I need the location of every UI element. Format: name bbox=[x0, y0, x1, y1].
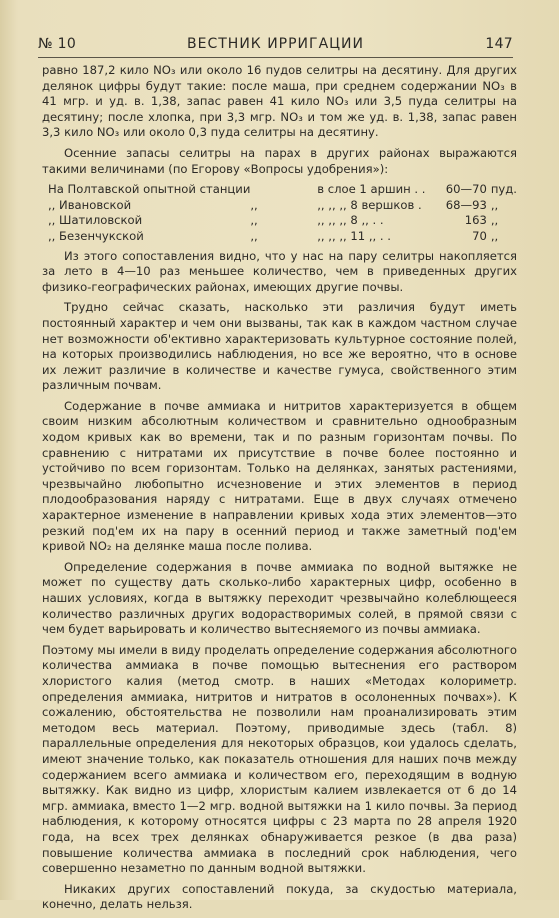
station-name: ,, Безенчукской bbox=[48, 228, 144, 243]
header-rule bbox=[38, 57, 513, 58]
layer-depth: ,, ,, ,, 8 вершков . bbox=[317, 197, 422, 212]
table-row bbox=[42, 182, 517, 198]
ditto-mark: ,, bbox=[250, 228, 258, 243]
journal-title: ВЕСТНИК ИРРИГАЦИИ bbox=[187, 36, 364, 52]
paragraph: Никаких других сопоставлений покуда, за скудостью материала, конечно, делать нельзя. bbox=[42, 881, 517, 912]
nitrate-value: 68—93 bbox=[445, 197, 487, 212]
layer-depth: в слое 1 аршин . . bbox=[317, 182, 426, 197]
unit-label: ,, bbox=[490, 228, 499, 243]
station-name: ,, Шатиловской bbox=[48, 213, 143, 228]
table-row bbox=[42, 213, 517, 229]
table-row bbox=[42, 198, 517, 214]
station-table bbox=[42, 182, 517, 244]
layer-depth: ,, ,, ,, 8 ,, . . bbox=[317, 213, 384, 228]
paragraph: Поэтому мы имели в виду проделать определение содержания абсолютного количества аммиака в почве помощью вытеснения его раствором хлористого калия (метод смотр. в наших «Методах колориметр. определения аммиака, нитритов и нитратов в осолоненных почвах»). К сожалению, обстоятельства не позволили нам проанализировать этим методом весь материал. Поэтому, приводимые здесь (табл. 8) параллельные определения для некоторых образцов, кои удалось сделать, имеют значение только, как показатель отношения для наших почв между содержанием всего аммиака и количеством его, переходящим в водную вытяжку. Как видно из цифр, хлористым калием извлекается от 6 до 14 мгр. аммиака, вместо 1—2 мгр. водной вытяжки на 1 кило почвы. За период наблюдения, к которому относятся цифры с 23 марта по 28 апреля 1920 года, на всех трех делянках обнаруживается резкое (в два раза) повышение количества аммиака в последний срок наблюдения, чего совершенно незаметно по данным водной вытяжки. bbox=[42, 642, 517, 876]
unit-label: ,, bbox=[490, 197, 499, 212]
station-name: ,, Ивановской bbox=[48, 197, 132, 212]
station-name: На Полтавской опытной станции bbox=[48, 182, 251, 197]
table-row bbox=[42, 229, 517, 245]
page-number: 147 bbox=[485, 36, 513, 52]
paragraph: равно 187,2 кило NO₃ или около 16 пудов селитры на десятину. Для других делянок цифры будут такие: после маша, при среднем содержании NO₃ в 41 мгр. и уд. в. 1,38, запас равен 41 кило NO₃ или 3,5 пуда селитры на десятину; после хлопка, при 3,3 мгр. NO₃ и том же уд. в. 1,38, запас равен 3,3 кило NO₃ или около 0,3 пуда селитры на десятину. bbox=[42, 63, 517, 140]
unit-label: пуд. bbox=[490, 182, 517, 197]
page-header bbox=[38, 36, 513, 58]
ditto-mark bbox=[250, 182, 317, 198]
paragraph: Из этого сопоставления видно, что у нас на пару селитры накопляется за лето в 4—10 раз меньшее количество, чем в приведенных других физико-географических районах, имеющих другие почвы. bbox=[42, 248, 517, 294]
paragraph: Определение содержания в почве аммиака по водной вытяжке не может по существу дать сколько-либо характерных цифр, особенно в наших условиях, когда в вытяжку переходит чрезвычайно колеблющееся количество различных других водорастворимых солей, в прямой связи с чем будет варьировать и количество вытесняемого из почвы аммиака. bbox=[42, 559, 517, 637]
unit-label: ,, bbox=[490, 213, 499, 228]
nitrate-value: 60—70 bbox=[445, 182, 487, 197]
nitrate-value: 70 bbox=[472, 228, 487, 243]
article-body bbox=[42, 63, 517, 918]
issue-number: № 10 bbox=[38, 36, 77, 52]
paragraph: Трудно сейчас сказать, насколько эти различия будут иметь постоянный характер и чем они вызваны, так как в каждом частном случае нет возможности об'ективно характеризовать культурное состояние полей, на которых производились наблюдения, но все же вероятно, что в основе их лежит различие в количестве и качестве гумуса, свойственного этим различным почвам. bbox=[42, 300, 517, 393]
ditto-mark: ,, bbox=[250, 197, 258, 212]
nitrate-value: 163 bbox=[464, 213, 487, 228]
paragraph: Осенние запасы селитры на парах в других районах выражаются такими величинами (по Егорову «Вопросы удобрения»): bbox=[42, 145, 517, 176]
paragraph: Содержание в почве аммиака и нитритов характеризуется в общем своим низким абсолютным количеством и сравнительно однообразным ходом кривых как во времени, так и по разным горизонтам почвы. По сравнению с нитратами их присутствие в почве более постоянно и устойчиво по всем горизонтам. Только на делянках, занятых растениями, чрезвычайно любопытно исчезновение и этих элементов в период плодообразования наряду с нитратами. Еще в двух случаях отмечено характерное изменение в направлении кривых хода этих элементов—это резкий под'ем их на пару в осенний период и также заметный под'ем кривой NO₂ на делянке маша после полива. bbox=[42, 398, 517, 554]
ditto-mark: ,, bbox=[250, 213, 258, 228]
layer-depth: ,, ,, ,, 11 ,, . . bbox=[317, 228, 391, 243]
